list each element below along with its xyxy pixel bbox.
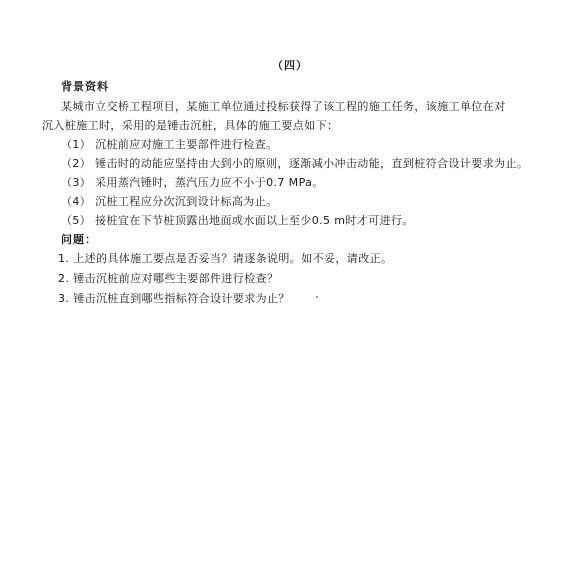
point-3: （3） 采用蒸汽锤时，蒸汽压力应不小于0.7 MPa。 [61,176,324,189]
point-5: （5） 接桩宜在下节桩顶露出地面或水面以上至少0.5 m时才可进行。 [61,214,414,227]
question-1: 1. 上述的具体施工要点是否妥当？请逐条说明。如不妥，请改正。 [58,252,393,265]
background-line-1: 某城市立交桥工程项目，某施工单位通过投标获得了该工程的施工任务，该施工单位在对 [61,100,506,113]
scan-speck [316,296,318,298]
point-2: （2） 锤击时的动能应坚持由大到小的原则，逐渐减小冲击动能，直到桩符合设计要求为止。 [61,157,529,170]
question-3: 3. 锤击沉桩直到哪些指标符合设计要求为止？ [58,292,290,305]
question-2: 2. 锤击沉桩前应对哪些主要部件进行检查？ [58,272,279,285]
background-heading: 背景资料 [61,80,109,93]
point-4: （4） 沉桩工程应分次沉到设计标高为止。 [61,195,278,208]
questions-heading: 问题： [61,233,97,246]
background-line-2: 沉入桩施工时，采用的是锤击沉桩，具体的施工要点如下： [42,119,339,132]
point-1: （1） 沉桩前应对施工主要部件进行检查。 [61,138,278,151]
section-title: （四） [272,59,308,72]
